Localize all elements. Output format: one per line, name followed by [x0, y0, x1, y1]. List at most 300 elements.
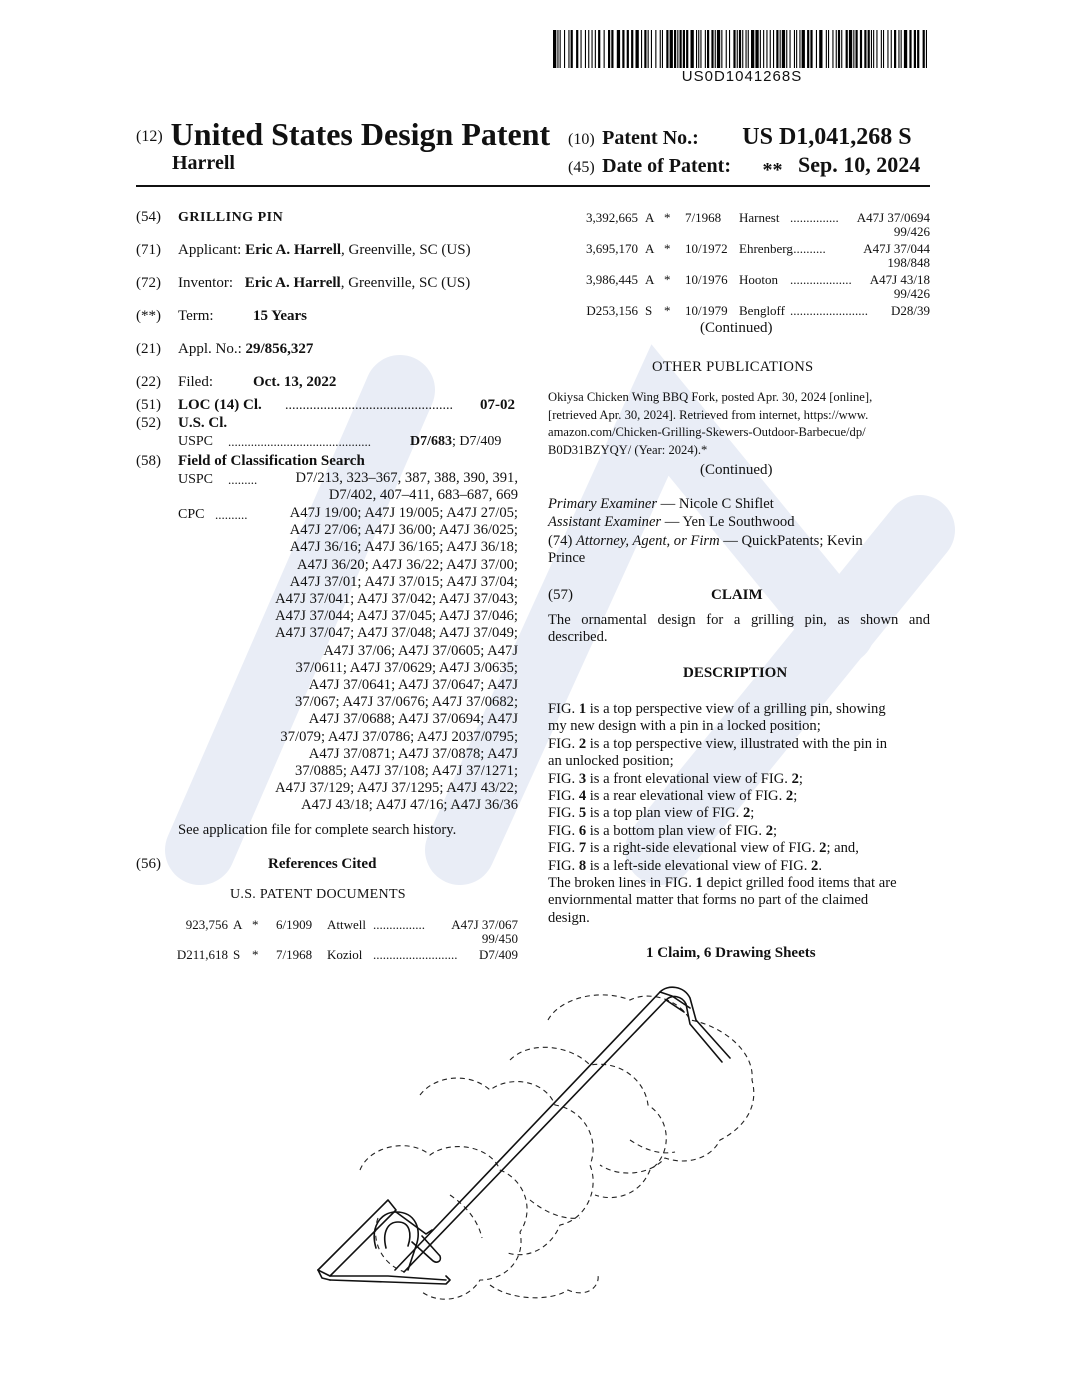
description-fragment: FIG.	[548, 857, 579, 874]
ref-date: 7/1968	[276, 947, 313, 962]
ref-kind: S	[233, 947, 241, 962]
barcode-bar	[926, 30, 927, 68]
description-line	[548, 718, 930, 735]
assistant-examiner: — Yen Le Southwood	[661, 514, 795, 531]
barcode-bar	[917, 30, 919, 68]
field-search-label: Field of Classification Search	[178, 453, 365, 469]
invention-title: GRILLING PIN	[178, 210, 284, 225]
description-fragment: FIG.	[548, 840, 579, 857]
barcode-bar	[901, 30, 902, 68]
barcode-bar	[707, 30, 709, 68]
ref-name: Bengloff	[739, 303, 785, 318]
description-fragment: 1	[695, 875, 703, 892]
ref-dots: ...............	[790, 210, 839, 225]
description-label: DESCRIPTION	[683, 665, 788, 681]
barcode-bar	[909, 30, 911, 68]
barcode-bar	[622, 30, 624, 68]
code-56: (56)	[136, 856, 161, 872]
barcode-bar	[644, 30, 646, 68]
description-line	[548, 805, 930, 822]
fs-cpc-line: 37/0611; A47J 37/0629; A47J 3/0635;	[295, 659, 518, 676]
barcode-bar	[611, 30, 613, 68]
description-fragment: FIG.	[548, 788, 579, 805]
barcode-bar	[648, 30, 649, 68]
fs-cpc-line: 37/079; A47J 37/0786; A47J 2037/0795;	[280, 728, 518, 745]
description-line	[548, 771, 930, 788]
description-fragment: is a top perspective view, illustrated with the pin in	[586, 735, 888, 752]
description-fragment: 1	[578, 701, 587, 717]
fs-cpc-line: A47J 37/06; A47J 37/0605; A47J	[323, 642, 518, 659]
ref-class: A47J 37/067	[451, 917, 518, 932]
barcode-bar	[733, 30, 735, 68]
code-58: (58)	[136, 453, 161, 469]
description-fragment: is a rear elevational view of FIG.	[586, 788, 786, 805]
applicant-name: Eric A. Harrell	[245, 242, 342, 258]
fs-uspc-list	[178, 470, 518, 504]
description-fragment: 3	[578, 770, 587, 787]
barcode-bar	[773, 30, 774, 68]
barcode-bar	[881, 30, 882, 68]
code-22: (22)	[136, 374, 161, 390]
ref-class: A47J 43/18	[869, 272, 930, 287]
assistant-examiner-label: Assistant Examiner	[548, 514, 662, 531]
patent-no-label: Patent No.:	[602, 127, 699, 149]
inventor-surname: Harrell	[172, 152, 235, 174]
barcode-bar	[568, 30, 569, 68]
barcode-bar	[751, 30, 754, 68]
ref-subclass: 99/450	[481, 931, 518, 946]
barcode-bar	[674, 30, 676, 68]
barcode-bar	[780, 30, 781, 68]
description-fragment: 2	[578, 735, 587, 752]
barcode-bar	[670, 30, 673, 68]
description-fragment: .	[818, 857, 822, 874]
barcode-bar	[742, 30, 743, 68]
ref-date: 10/1972	[685, 241, 728, 256]
ref-kind: A	[645, 272, 655, 287]
description-fragment: FIG.	[548, 735, 579, 752]
barcode-bar	[641, 30, 642, 68]
loc-dots: ................................................	[285, 398, 453, 413]
barcode-bar	[717, 30, 720, 68]
ref-dots: ...................	[790, 272, 852, 287]
patent-no-code: (10)	[568, 131, 595, 148]
barcode-bar	[571, 30, 573, 68]
fs-cpc-label: CPC	[178, 507, 205, 522]
pub-line: Okiysa Chicken Wing BBQ Fork, posted Apr. 30, 2024 [online],	[548, 390, 873, 404]
code-57: (57)	[548, 587, 573, 603]
description-fragment: 2	[811, 857, 819, 874]
primary-examiner-label: Primary Examiner	[548, 496, 658, 512]
appl-no-label: Appl. No.:	[178, 341, 242, 357]
description-fragment: ;	[798, 770, 803, 787]
fs-uspc-dots: .........	[228, 472, 258, 487]
ref-subclass: 99/426	[893, 224, 930, 239]
barcode-bar	[662, 30, 663, 68]
description-fragment: design.	[548, 909, 590, 926]
loc-value: 07-02	[480, 397, 515, 413]
term-label: Term:	[178, 308, 214, 324]
date-code: (45)	[568, 159, 595, 176]
description-fragment: 2	[819, 840, 827, 857]
description-fragment: 8	[578, 857, 587, 874]
barcode-bar	[598, 30, 600, 68]
loc-label: LOC (14) Cl.	[178, 397, 262, 413]
barcode-bar	[553, 30, 556, 68]
barcode-bar	[705, 30, 706, 68]
barcode-bar	[763, 30, 764, 68]
barcode-bar	[838, 30, 840, 68]
other-publications-text	[548, 389, 930, 459]
ref-star: *	[664, 210, 671, 225]
barcode-bar	[828, 30, 829, 68]
ref-number: 923,756	[185, 917, 228, 932]
barcode-bar	[557, 30, 558, 68]
description-line	[548, 910, 930, 927]
description-text	[548, 701, 930, 927]
description-fragment: is a right-side elevational view of FIG.	[586, 840, 820, 857]
barcode-bar	[651, 30, 652, 68]
ref-date: 10/1979	[685, 303, 728, 318]
description-line	[548, 858, 930, 875]
ref-kind: S	[645, 303, 653, 318]
barcode-bar	[760, 30, 761, 68]
ref-kind: A	[233, 917, 243, 932]
barcode-bar	[560, 30, 561, 68]
code-21: (21)	[136, 341, 161, 357]
description-fragment: is a top perspective view of a grilling pin, showing	[586, 701, 886, 717]
barcode-bar	[617, 30, 620, 68]
barcode-bar	[856, 30, 858, 68]
barcode-bar	[860, 30, 862, 68]
term-value: 15 Years	[253, 308, 308, 324]
description-line	[548, 736, 930, 753]
filed-value: Oct. 13, 2022	[253, 374, 337, 390]
ref-subclass: 198/848	[887, 255, 930, 270]
attorney-line1: — QuickPatents; Kevin	[719, 532, 863, 549]
description-line	[548, 701, 930, 718]
pub-line: amazon.com/Chicken-Grilling-Skewers-Outdoor-Barbecue/dp/	[548, 425, 866, 440]
type-code: (12)	[136, 128, 163, 145]
fs-cpc-list	[178, 505, 518, 815]
code-72: (72)	[136, 275, 161, 291]
barcode-bar	[923, 30, 925, 68]
title-text: United States Design Patent	[170, 116, 551, 152]
barcode-bar	[816, 30, 817, 68]
ref-star: *	[252, 947, 259, 962]
patent-number-line	[568, 124, 912, 151]
barcode-bar	[660, 30, 661, 68]
ref-dots: ........................	[790, 303, 868, 318]
barcode-bar	[755, 30, 758, 68]
barcode-bar	[790, 30, 791, 68]
barcode-bar	[592, 30, 593, 68]
fs-uspc-label: USPC	[178, 472, 214, 487]
fs-cpc-dots: ..........	[215, 507, 248, 522]
refs-continued: (Continued)	[700, 320, 773, 336]
barcode-bar	[721, 30, 722, 68]
ref-star: *	[664, 303, 671, 318]
fs-cpc-line: A47J 37/0641; A47J 37/0647; A47J	[308, 677, 518, 694]
fs-cpc-line: A47J 19/00; A47J 19/005; A47J 27/05;	[289, 505, 518, 521]
barcode-bar	[677, 30, 678, 68]
barcode	[553, 30, 931, 68]
ref-star: *	[664, 241, 671, 256]
claim-line: described.	[548, 629, 608, 646]
ref-class: D7/409	[479, 947, 518, 962]
patent-number: US D1,041,268 S	[742, 124, 912, 150]
date-of-patent-line	[568, 152, 920, 182]
ref-star: *	[252, 917, 259, 932]
barcode-bar	[887, 30, 888, 68]
barcode-bar	[680, 30, 682, 68]
code-54: (54)	[136, 209, 161, 225]
applicant-line	[178, 242, 471, 259]
barcode-bar	[898, 30, 899, 68]
inventor-line	[178, 275, 470, 292]
wire-frame	[318, 987, 730, 1284]
barcode-bar	[799, 30, 800, 68]
description-fragment: FIG.	[548, 770, 579, 787]
barcode-bar	[819, 30, 822, 68]
barcode-bar	[841, 30, 842, 68]
description-fragment: is a front elevational view of FIG.	[586, 770, 792, 787]
us-cl-values	[410, 433, 501, 450]
inventor-location: , Greenville, SC (US)	[340, 275, 471, 291]
barcode-bar	[873, 30, 874, 68]
ref-date: 6/1909	[276, 917, 313, 932]
barcode-bar	[796, 30, 797, 68]
ref-dots: ..........................	[373, 947, 458, 962]
description-line	[548, 892, 930, 909]
barcode-bar	[576, 30, 578, 68]
description-line	[548, 788, 930, 805]
ref-number: 3,695,170	[586, 241, 638, 256]
description-fragment: is a left-side elevational view of FIG.	[586, 857, 812, 874]
barcode-bar	[666, 30, 668, 68]
barcode-bar	[904, 30, 907, 68]
claims-sheets-summary: 1 Claim, 6 Drawing Sheets	[646, 945, 816, 961]
barcode-bar	[581, 30, 582, 68]
fs-cpc-line: A47J 43/18; A47J 47/16; A47J 36/36	[301, 797, 518, 814]
barcode-bar	[746, 30, 747, 68]
code-52: (52)	[136, 415, 161, 431]
barcode-bar	[770, 30, 771, 68]
us-cl-dots: ............................................	[228, 434, 371, 449]
description-fragment: FIG.	[548, 822, 579, 839]
barcode-bar	[739, 30, 741, 68]
date-label: Date of Patent:	[602, 155, 731, 177]
ref-number: 3,392,665	[586, 210, 638, 225]
barcode-bar	[715, 30, 716, 68]
barcode-bar	[683, 30, 685, 68]
applicant-label: Applicant:	[178, 242, 242, 258]
fs-cpc-line: A47J 37/041; A47J 37/042; A47J 37/043;	[275, 591, 518, 608]
header-rule	[136, 185, 930, 187]
code-term: (**)	[136, 308, 161, 324]
fs-cpc-line: 37/0885; A47J 37/108; A47J 37/1271;	[295, 763, 518, 780]
code-71: (71)	[136, 242, 161, 258]
barcode-bar	[604, 30, 605, 68]
barcode-bar	[627, 30, 629, 68]
fs-cpc-line: 37/067; A47J 37/0676; A47J 37/0682;	[295, 694, 518, 711]
examiners-block	[548, 496, 930, 568]
barcode-bar	[864, 30, 866, 68]
ref-dots: ...........	[790, 241, 826, 256]
us-cl-label: U.S. Cl.	[178, 415, 228, 431]
ref-kind: A	[645, 210, 655, 225]
applicant-location: , Greenville, SC (US)	[341, 242, 471, 258]
appl-no-value: 29/856,327	[245, 341, 314, 357]
pubs-continued: (Continued)	[700, 462, 773, 478]
fs-cpc-line: A47J 36/20; A47J 36/22; A47J 37/00;	[297, 556, 518, 573]
date-marker: **	[762, 159, 783, 181]
fs-cpc-line: A47J 37/0688; A47J 37/0694; A47J	[308, 711, 518, 728]
barcode-bar	[595, 30, 596, 68]
barcode-bar	[868, 30, 870, 68]
barcode-bar	[748, 30, 749, 68]
barcode-bar	[585, 30, 586, 68]
fs-cpc-line: A47J 27/06; A47J 36/00; A47J 36/025;	[289, 522, 518, 539]
barcode-bar	[698, 30, 699, 68]
description-line	[548, 823, 930, 840]
us-docs-label: U.S. PATENT DOCUMENTS	[230, 887, 406, 902]
ref-subclass: 99/426	[893, 286, 930, 301]
barcode-bar	[836, 30, 837, 68]
description-fragment: 2	[765, 822, 773, 839]
description-fragment: is a top plan view of FIG.	[586, 805, 743, 822]
claim-label: CLAIM	[711, 587, 763, 603]
barcode-bar	[696, 30, 697, 68]
barcode-bar	[691, 30, 694, 68]
inventor-name: Eric A. Harrell	[244, 275, 341, 291]
fs-cpc-line: A47J 36/16; A47J 36/165; A47J 36/18;	[289, 539, 518, 556]
patent-type-title	[136, 116, 550, 153]
description-fragment: an unlocked position;	[548, 753, 674, 770]
claim-line: The ornamental design for a grilling pin, as shown and	[548, 612, 930, 628]
ref-kind: A	[645, 241, 655, 256]
barcode-bar	[655, 30, 656, 68]
description-fragment: depict grilled food items that are	[702, 875, 897, 892]
attorney-label: Attorney, Agent, or Firm	[575, 532, 720, 549]
description-fragment: ;	[793, 788, 798, 805]
ref-name: Koziol	[327, 947, 363, 962]
fs-uspc-line: D7/213, 323–367, 387, 388, 390, 391,	[295, 470, 518, 486]
description-fragment: FIG.	[548, 805, 579, 822]
code-51: (51)	[136, 397, 161, 413]
food-items-outline	[360, 995, 754, 1299]
primary-examiner: — Nicole C Shiflet	[657, 496, 774, 512]
description-fragment: 4	[578, 788, 587, 805]
barcode-bar	[853, 30, 854, 68]
barcode-bar	[729, 30, 730, 68]
barcode-bar	[810, 30, 812, 68]
barcode-bar	[871, 30, 872, 68]
description-fragment: 2	[742, 805, 751, 822]
description-fragment: 7	[578, 840, 587, 857]
barcode-bar	[786, 30, 787, 68]
description-fragment: my new design with a pin in a locked position;	[548, 718, 821, 735]
filed-label: Filed:	[178, 374, 214, 390]
barcode-bar	[737, 30, 738, 68]
attorney-line2: Prince	[548, 550, 586, 567]
description-line	[548, 875, 930, 892]
barcode-number: US0D1041268S	[681, 68, 803, 85]
barcode-bar	[883, 30, 884, 68]
barcode-bar	[876, 30, 877, 68]
barcode-bar	[807, 30, 809, 68]
description-fragment: ;	[750, 805, 755, 822]
barcode-bar	[766, 30, 767, 68]
appl-no-line	[178, 341, 313, 358]
fs-cpc-line: A47J 37/047; A47J 37/048; A47J 37/049;	[275, 625, 518, 642]
ref-class: A47J 37/0694	[856, 210, 930, 225]
ref-name: Ehrenberg	[739, 241, 793, 256]
us-cl-uspc-label: USPC	[178, 434, 214, 449]
barcode-bar	[726, 30, 727, 68]
ref-number: 3,986,445	[586, 272, 638, 287]
fs-cpc-line: A47J 37/044; A47J 37/045; A47J 37/046;	[275, 608, 518, 625]
description-fragment: enviornmental matter that forms no part of the claimed	[548, 892, 869, 909]
ref-number: D211,618	[176, 947, 228, 962]
barcode-bar	[846, 30, 848, 68]
ref-name: Harnest	[739, 210, 780, 225]
barcode-bar	[826, 30, 827, 68]
barcode-bar	[776, 30, 778, 68]
description-fragment: 6	[578, 822, 587, 839]
ref-name: Hooton	[739, 272, 778, 287]
fs-cpc-line: A47J 37/01; A47J 37/015; A47J 37/04;	[289, 573, 518, 590]
search-history-note: See application file for complete search history.	[178, 822, 457, 838]
barcode-bar	[686, 30, 688, 68]
ref-date: 7/1968	[685, 210, 722, 225]
ref-dots: ................	[373, 917, 425, 932]
description-line	[548, 753, 930, 770]
pub-line: [retrieved Apr. 30, 2024]. Retrieved from internet, https://www.	[548, 407, 869, 422]
description-fragment: 2	[785, 788, 794, 805]
ref-class: D28/39	[891, 303, 930, 318]
description-fragment: ; and,	[826, 840, 859, 857]
fs-cpc-line: A47J 37/0871; A47J 37/0878; A47J	[308, 745, 518, 762]
ref-name: Attwell	[327, 917, 366, 932]
patent-date: Sep. 10, 2024	[798, 152, 921, 177]
other-publications-label: OTHER PUBLICATIONS	[652, 359, 814, 375]
inventor-label: Inventor:	[178, 275, 233, 291]
barcode-bar	[608, 30, 610, 68]
us-cl-rest: ; D7/409	[452, 434, 502, 449]
description-fragment: FIG.	[548, 701, 579, 717]
description-fragment: The broken lines in FIG.	[548, 875, 696, 892]
barcode-bar	[564, 30, 565, 68]
ref-number: D253,156	[586, 303, 638, 318]
barcode-bar	[700, 30, 701, 68]
ref-class: A47J 37/044	[863, 241, 930, 256]
barcode-bar	[832, 30, 833, 68]
ref-star: *	[664, 272, 671, 287]
fs-cpc-line: A47J 37/129; A47J 37/1295; A47J 43/22;	[275, 780, 518, 797]
barcode-bar	[631, 30, 633, 68]
barcode-bar	[894, 30, 896, 68]
barcode-bar	[849, 30, 852, 68]
description-fragment: 2	[791, 770, 799, 787]
grilling-pin-drawing	[300, 980, 770, 1340]
attorney-code: (74)	[548, 532, 573, 549]
fs-uspc-line: D7/402, 407–411, 683–687, 669	[328, 487, 518, 504]
barcode-bar	[794, 30, 795, 68]
barcode-bar	[802, 30, 805, 68]
barcode-bar	[782, 30, 785, 68]
description-line	[548, 840, 930, 857]
